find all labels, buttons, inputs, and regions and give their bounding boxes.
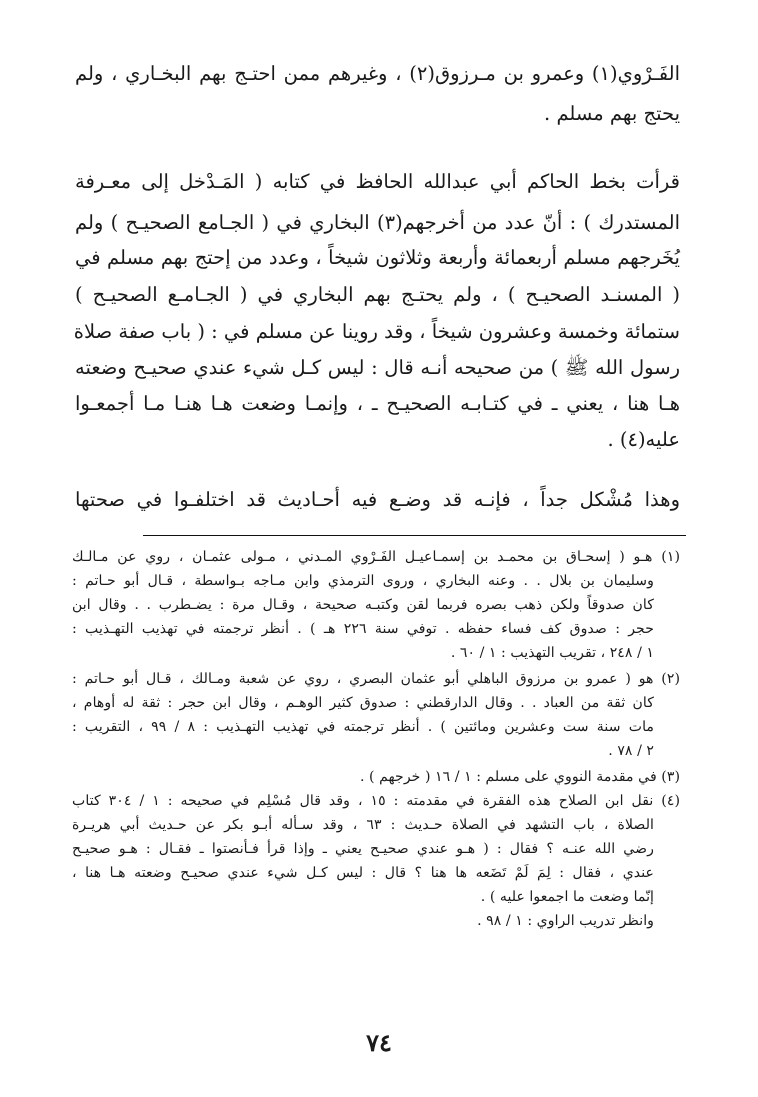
main-line: ستمائة وخمسة وعشرون شيخاً ، وقد روينا عن مسلم في : ( باب صفة صلاة — [73, 320, 680, 343]
main-line: يُخَرجهم مسلم أربعمائة وأربعة وثلاثون شيخاً ، وعدد من إحتج بهم مسلم في — [75, 246, 680, 269]
main-line: رسول الله ﷺ ) من صحيحه أنـه قال : ليس كـل شيء عندي صحيـح وضعته — [75, 356, 680, 379]
footnote-line: (٢) هو ( عمرو بن مرزوق الباهلي أبو عثمان البصري ، روي عن شعبة ومـالك ، قـال أبو حـاتم : — [72, 671, 680, 687]
footnote-line: (١) هـو ( إسحـاق بن محمـد بن إسمـاعيـل الفَـرْوي المـدني ، مـولى عثمـان ، روي عن مـالـك — [72, 549, 680, 565]
footnote-line: كان صدوقاً ولكن ذهب بصره فربما لقن وكتبـه صحيحة ، وقـال مرة : يضـطرب . . وقال ابن — [72, 597, 654, 613]
main-line: وهذا مُشْكل جداً ، فإنـه قد وضـع فيه أحـاديث قد اختلفـوا في صحتها — [75, 488, 680, 511]
footnote-line: وسليمان بن بلال . . وعنه البخاري ، وروى الترمذي وابن مـاجه بـواسطة ، قـال أبو حـاتم : — [72, 573, 654, 589]
footnote-line: الصلاة ، باب التشهد في الصلاة حـديث : ٦٣ ، وقد سـأله أبـو بكر عن حـديث أبي هريـرة — [72, 817, 654, 833]
main-line: ( المسنـد الصحيـح ) ، ولم يحتـج بهم البخاري في ( الجـامـع الصحيـح ) — [75, 283, 680, 306]
footnote-line: (٣) في مقدمة النووي على مسلم : ١ / ١٦ ( خرجهم ) . — [360, 769, 680, 785]
footnote-line: (٤) نقل ابن الصلاح هذه الفقرة في مقدمته : ١٥ ، وقد قال مُسْلِم في صحيحه : ١ / ٣٠٤ كتاب — [72, 793, 680, 809]
footnote-line: حجر : صدوق كف فساء حفظه . توفي سنة ٢٢٦ هـ ) . أنظر ترجمته في تهذيب التهـذيب : — [72, 621, 654, 637]
main-line: يحتج بهم مسلم . — [544, 102, 680, 125]
main-line: عليه(٤) . — [607, 428, 680, 451]
footnote-line: إنّما وضعت ما اجمعوا عليه ) . — [480, 889, 654, 905]
footnote-line: رضي الله عنـه ؟ فقال : ( هـو عندي صحيـح يعني ـ وإذا قرأ فـأنصتوا ـ فقـال : هـو صحيـح — [72, 841, 654, 857]
footnote-line: وانظر تدريب الراوي : ١ / ٩٨ . — [477, 913, 654, 929]
footnote-line: كان ثقة من العباد . . وقال الدارقطني : صدوق كثير الوهـم ، وقال ابن حجر : ثقة له أوهام ، — [72, 695, 654, 711]
main-line: الفَـرْوي(١) وعمرو بن مـرزوق(٢) ، وغيرهم ممن احتـج بهم البخـاري ، ولم — [75, 62, 681, 85]
footnote-line: مات سنة ست وعشرين ومائتين ) . أنظر ترجمته في تهذيب التهـذيب : ٨ / ٩٩ ، التقريب : — [72, 719, 654, 735]
footnote-line: ١ / ٢٤٨ ، تقريب التهذيب : ١ / ٦٠ . — [450, 645, 654, 661]
footnote-line: ٢ / ٧٨ . — [608, 743, 654, 759]
main-line: قرأت بخط الحاكم أبي عبدالله الحافظ في كتابه ( المَـدْخل إلى معـرفة — [75, 170, 680, 193]
main-line: هـا هنا ، يعني ـ في كتـابـه الصحيـح ـ ، وإنمـا وضعت هـا هنـا مـا أجمعـوا — [75, 392, 680, 415]
main-line: المستدرك ) : أنّ عدد من أخرجهم(٣) البخاري في ( الجـامع الصحيـح ) ولم — [75, 211, 680, 234]
footnote-separator — [143, 535, 686, 536]
footnote-line: عندي ، فقال : لِمَ لَمْ تَضَعه ها هنا ؟ قال : ليس كـل شيء عندي صحيـح وضعته هـا هنا ، — [72, 865, 654, 881]
page-number: ٧٤ — [366, 1028, 392, 1057]
